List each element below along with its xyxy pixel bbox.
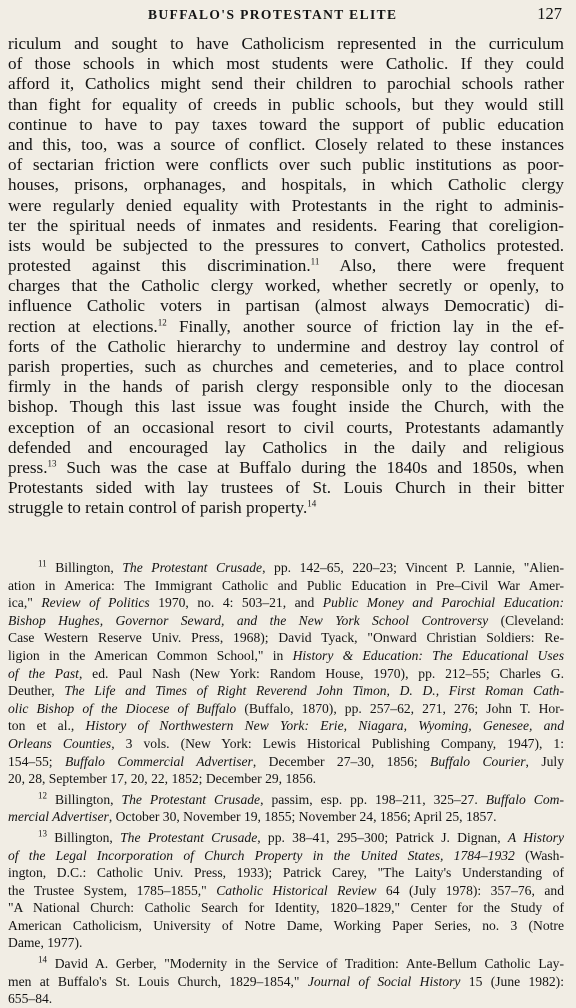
body-line: ists would be subjected to the pressures to convert, Catholics protested. [8, 235, 564, 255]
body-line [8, 498, 564, 518]
footnote-ref[interactable]: 13 [47, 458, 57, 469]
body-line: defended and encouraged lay Catholics in the daily and religious [8, 437, 564, 457]
body-line: forts of the Catholic hierarchy to undermine and destroy lay control of [8, 336, 564, 356]
note-text: Billington, [47, 791, 122, 807]
footnote-12-line [8, 808, 564, 826]
body-line: of sectarian friction were conflicts over such public institutions as poor- [8, 155, 564, 175]
body-fragment: Finally, another source of friction lay in the ef- [166, 316, 564, 336]
note-text: , passim, esp. pp. 198–211, 325–27. [260, 791, 486, 807]
footnote-11-line [8, 612, 564, 630]
footnote-11-line [8, 753, 564, 771]
note-title: Buffalo Commercial Advertiser [64, 753, 253, 769]
body-line: of those schools in which most students were Catholic. If they could [8, 54, 564, 74]
body-line: parish properties, such as churches and cemeteries, and to place control [8, 357, 564, 376]
body-line [8, 458, 564, 478]
note-text: Deuther, [8, 683, 65, 699]
footnote-mark: 13 [38, 828, 47, 839]
footnote-11-line [8, 735, 564, 753]
body-line [8, 256, 564, 276]
note-text: Billington, [46, 560, 123, 575]
body-fragment: Such was the case at Buffalo during the 1840s and 1850s, when [56, 457, 564, 477]
note-text: , October 30, November 19, 1855; November 24, 1856; April 25, 1857. [108, 809, 497, 825]
body-line: houses, prisons, orphanages, and hospitals, in which Catholic clergy [8, 175, 564, 195]
note-title: of the Past [8, 665, 79, 681]
body-line: and this, too, was a source of conflict. Closely related to these instances [8, 134, 564, 154]
footnote-11-line: 20, 28, September 17, 20, 22, 1852; December 29, 1856. [8, 771, 317, 787]
note-title: olic Bishop of the Diocese of Buffalo [8, 700, 237, 716]
footnote-mark: 11 [38, 558, 47, 569]
note-text: the Trustee System, 1785–1855," [8, 882, 217, 898]
body-line: than fight for equality of creeds in public schools, but they would still [8, 94, 564, 114]
footnote-11-line: ation in America: The Immigrant Catholic and Public Education in Pre–Civil War Amer- [8, 577, 564, 593]
footnote-ref[interactable]: 12 [157, 316, 167, 327]
note-title: A History [507, 829, 564, 845]
footnote-11-line [8, 717, 564, 735]
note-text: , 3 vols. (New York: Lewis Historical Publishing Company, 1947), 1: [111, 735, 564, 751]
page-number: 127 [537, 4, 562, 23]
footnote-14-line [8, 955, 564, 973]
note-title: The Protestant Crusade [120, 829, 258, 845]
footnote-12-line [8, 791, 564, 809]
note-text: , pp. 38–41, 295–300; Patrick J. Dignan, [257, 829, 508, 845]
body-fragment: struggle to retain control of parish property. [8, 498, 308, 518]
note-title: The Life and Times of Right Reverend John Timon, D. D., First Roman Cath- [64, 683, 564, 699]
footnote-11-line [8, 700, 564, 718]
footnote-ref[interactable]: 14 [307, 498, 317, 509]
note-title: Bishop Hughes, Governor Seward, and the New York School Controversy [8, 612, 489, 628]
note-title: Review of Politics [41, 595, 150, 611]
footnote-13-line [8, 882, 564, 900]
body-line [8, 317, 564, 337]
note-title: of the Legal Incorporation of Church Property in the United States, 1784–1932 [8, 847, 515, 863]
footnote-11-line [8, 594, 564, 612]
footnote-14-line [8, 973, 564, 991]
body-fragment: protested against this discrimination. [8, 256, 311, 276]
note-text: , July [525, 753, 564, 769]
note-text: 15 (June 1982): [460, 973, 564, 989]
note-text: ica," [8, 595, 42, 611]
note-title: The Protestant Crusade [122, 560, 263, 575]
body-fragment: Also, there were frequent [319, 256, 564, 276]
footnote-13-line: American Catholicism, University of Notre Dame, Working Paper Series, no. 3 (Notre [8, 917, 564, 933]
body-line: riculum and sought to have Catholicism represented in the curriculum [8, 34, 564, 53]
body-line: continue to have to pay taxes toward the support of public education [8, 114, 564, 134]
footnote-13-line: ington, D.C.: Catholic Univ. Press, 1933); Patrick Carey, "The Laity's Understanding of [8, 865, 564, 881]
footnote-11-line [8, 559, 564, 577]
body-line: ter the spiritual needs of inmates and residents. Fearing that coreligion- [8, 215, 564, 235]
note-title: Buffalo Com- [485, 791, 564, 807]
footnotes [8, 559, 564, 1008]
note-text: (Buffalo, 1870), pp. 257–62, 271, 276; John T. Hor- [236, 700, 564, 716]
note-title: History & Education: The Educational Uses [292, 647, 564, 663]
note-text: 154–55; [8, 753, 65, 769]
body-line: firmly in the hands of parish clergy responsible only to the diocesan [8, 377, 564, 397]
footnote-11-line [8, 647, 564, 665]
note-text: , pp. 142–65, 220–23; Vincent P. Lannie, "Alien- [262, 560, 564, 575]
note-text: ton et al., [8, 718, 86, 734]
note-title: Catholic Historical Review [216, 882, 377, 898]
note-text: David A. Gerber, "Modernity in the Service of Tradition: Ante-Bellum Catholic Lay- [47, 956, 564, 972]
body-line: afford it, Catholics might send their children to parochial schools rather [8, 74, 564, 94]
body-line: exception of an occasional resort to civil courts, Protestants adamantly [8, 417, 564, 437]
footnote-11-line [8, 682, 564, 700]
note-title: Orleans Counties [8, 735, 112, 751]
body-line: were regularly denied equality with Protestants in the right to adminis- [8, 195, 564, 215]
footnote-mark: 12 [38, 790, 47, 801]
body-line: Protestants sided with lay trustees of St. Louis Church in their bitter [8, 478, 564, 498]
footnote-11-line: Case Western Reserve Univ. Press, 1968); David Tyack, "Onward Christian Soldiers: Re- [8, 630, 564, 646]
footnote-13-line [8, 847, 564, 865]
note-title: mercial Advertiser [8, 809, 109, 825]
footnote-mark: 14 [38, 954, 47, 965]
footnote-13-line: "A National Church: Catholic Search for Identity, 1820–1829," Center for the Study of [8, 900, 564, 916]
body-line: bishop. Though this last issue was fought inside the Church, with the [8, 397, 564, 417]
note-text: , December 27–30, 1856; [252, 753, 431, 769]
note-title: Journal of Social History [307, 973, 461, 989]
body-line: charges that the Catholic clergy worked, whether secretly or openly, to [8, 276, 564, 296]
footnote-ref[interactable]: 11 [310, 256, 320, 267]
body-text [8, 34, 564, 519]
note-title: Buffalo Courier [430, 753, 526, 769]
note-text: 64 (July 1978): 357–76, and [376, 882, 564, 898]
footnote-14-line: 655–84. [8, 991, 53, 1007]
note-text: (Wash- [514, 847, 564, 863]
note-title: Public Money and Parochial Education: [322, 595, 564, 611]
body-fragment: press. [8, 457, 48, 477]
footnote-13-line [8, 829, 564, 847]
note-text: , ed. Paul Nash (New York: Random House, 1970), pp. 212–55; Charles G. [78, 665, 564, 681]
body-fragment: rection at elections. [8, 316, 158, 336]
running-title: BUFFALO'S PROTESTANT ELITE [148, 7, 398, 22]
note-text: 1970, no. 4: 503–21, and [149, 595, 323, 611]
note-text: ligion in the American Common School," in [8, 647, 293, 663]
footnote-13-line: Dame, 1977). [8, 935, 83, 951]
footnote-11-line [8, 665, 564, 683]
note-text: Billington, [47, 829, 121, 845]
body-line: influence Catholic voters in partisan (almost always Democratic) di- [8, 296, 564, 316]
note-text: (Cleveland: [488, 612, 564, 628]
note-title: History of Northwestern New York: Erie, Niagara, Wyoming, Genesee, and [85, 718, 564, 734]
note-title: The Protestant Crusade [121, 791, 261, 807]
running-head [0, 3, 576, 27]
note-text: men at Buffalo's St. Louis Church, 1829–1854," [8, 973, 308, 989]
